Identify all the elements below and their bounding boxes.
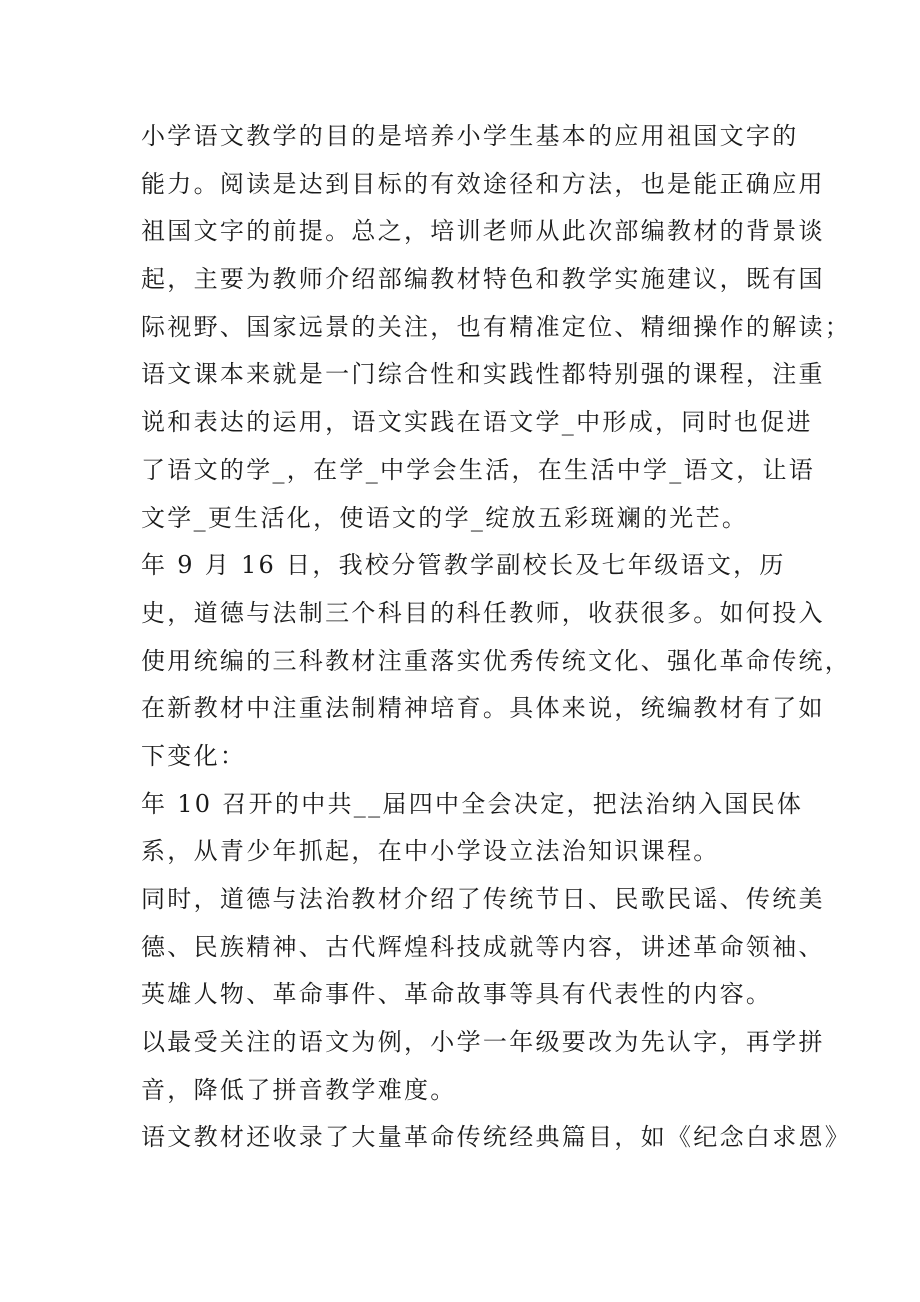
text-line: 能力。阅读是达到目标的有效途径和方法，也是能正确应用: [141, 169, 825, 198]
text-line: 下变化：: [141, 741, 247, 770]
text-line: 说和表达的运用，语文实践在语文学_中形成，同时也促进: [141, 408, 813, 437]
text-line: 年 10 召开的中共__届四中全会决定，把法治纳入国民体: [141, 789, 804, 818]
text-line: 英雄人物、革命事件、革命故事等具有代表性的内容。: [141, 980, 773, 1009]
document-body: [141, 113, 852, 1162]
text-line: 年 9 月 16 日，我校分管教学副校长及七年级语文，历: [141, 551, 786, 580]
text-line: 语文课本来就是一门综合性和实践性都特别强的课程，注重: [141, 360, 825, 389]
text-line: 了语文的学_，在学_中学会生活，在生活中学_语文，让语: [141, 455, 816, 484]
text-line: 德、民族精神、古代辉煌科技成就等内容，讲述革命领袖、: [141, 932, 825, 961]
text-line: 祖国文字的前提。总之，培训老师从此次部编教材的背景谈: [141, 217, 825, 246]
text-line: 使用统编的三科教材注重落实优秀传统文化、强化革命传统，: [141, 646, 852, 675]
text-line: 起，主要为教师介绍部编教材特色和教学实施建议，既有国: [141, 265, 825, 294]
text-line: 音，降低了拼音教学难度。: [141, 1075, 457, 1104]
text-line: 文学_更生活化，使语文的学_绽放五彩斑斓的光芒。: [141, 503, 749, 532]
text-line: 际视野、国家远景的关注，也有精准定位、精细操作的解读；: [141, 312, 852, 341]
text-line: 以最受关注的语文为例，小学一年级要改为先认字，再学拼: [141, 1028, 825, 1057]
text-line: 史，道德与法制三个科目的科任教师，收获很多。如何投入: [141, 598, 825, 627]
text-line: 在新教材中注重法制精神培育。具体来说，统编教材有了如: [141, 694, 825, 723]
text-line: 系，从青少年抓起，在中小学设立法治知识课程。: [141, 837, 720, 866]
text-line: 小学语文教学的目的是培养小学生基本的应用祖国文字的: [141, 122, 799, 150]
text-line: 同时，道德与法治教材介绍了传统节日、民歌民谣、传统美: [141, 885, 825, 913]
text-line: 语文教材还收录了大量革命传统经典篇目，如《纪念白求恩》: [141, 1123, 852, 1152]
